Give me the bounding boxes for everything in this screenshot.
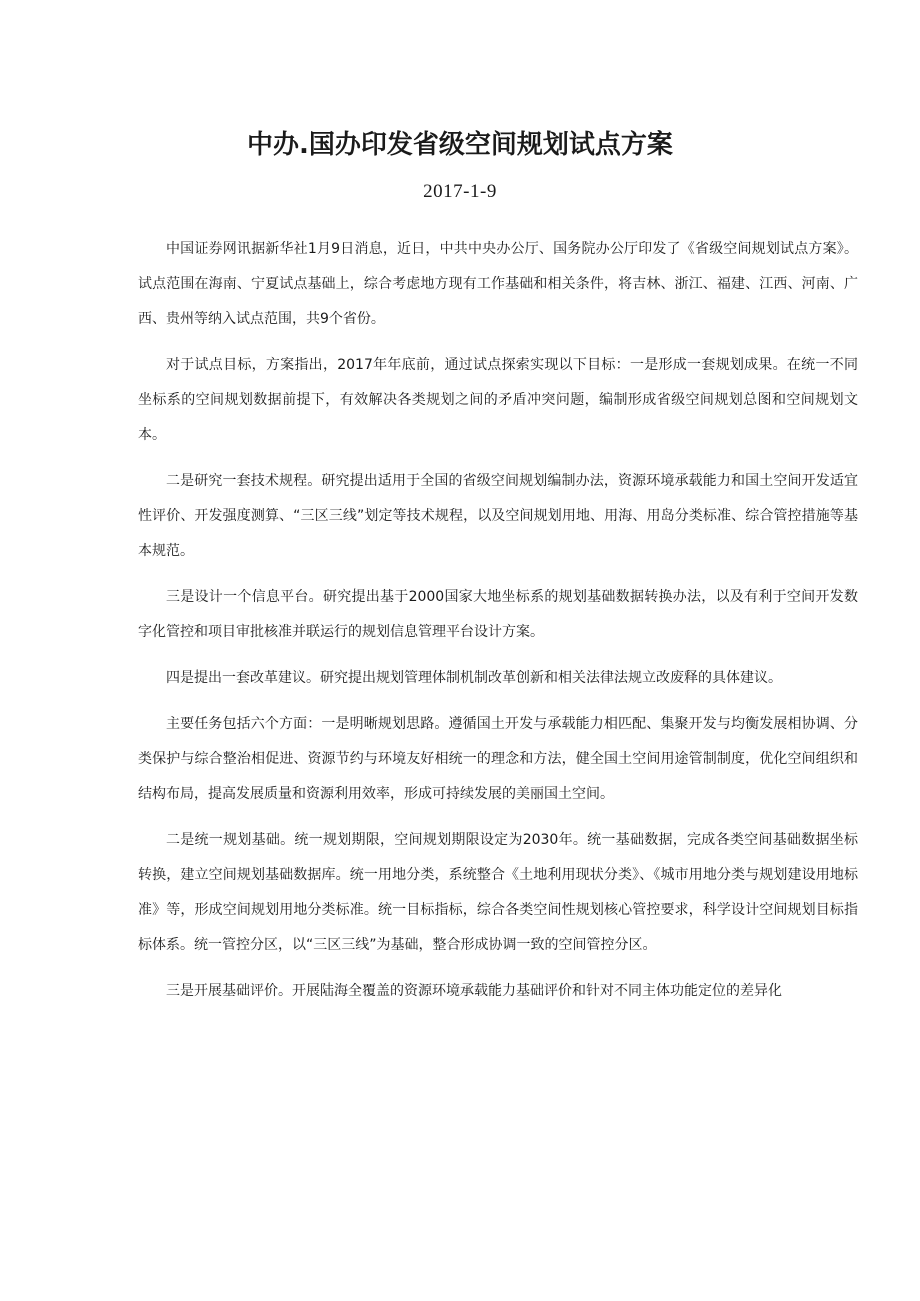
document-date: 2017-1-9 [423, 181, 497, 202]
paragraph: 二是统一规划基础。统一规划期限，空间规划期限设定为2030年。统一基础数据，完成各类空间基础数据坐标转换，建立空间规划基础数据库。统一用地分类，系统整合《土地利用现状分类》、《城市用地分类与规划建设用地标准》等，形成空间规划用地分类标准。统一目标指标，综合各类空间性规划核心管控要求，科学设计空间规划目标指标体系。统一管控分区，以“三区三线”为基础，整合形成协调一致的空间管控分区。 [138, 832, 858, 953]
document-title: 中办.国办印发省级空间规划试点方案 [247, 130, 673, 160]
paragraph: 对于试点目标，方案指出，2017年年底前，通过试点探索实现以下目标：一是形成一套规划成果。在统一不同坐标系的空间规划数据前提下，有效解决各类规划之间的矛盾冲突问题，编制形成省级空间规划总图和空间规划文本。 [138, 357, 858, 443]
paragraph: 四是提出一套改革建议。研究提出规划管理体制机制改革创新和相关法律法规立改废释的具体建议。 [166, 670, 782, 686]
paragraph: 三是设计一个信息平台。研究提出基于2000国家大地坐标系的规划基础数据转换办法，以及有利于空间开发数字化管控和项目审批核准并联运行的规划信息管理平台设计方案。 [138, 589, 858, 640]
paragraph: 二是研究一套技术规程。研究提出适用于全国的省级空间规划编制办法，资源环境承载能力和国土空间开发适宜性评价、开发强度测算、“三区三线”划定等技术规程，以及空间规划用地、用海、用岛分类标准、综合管控措施等基本规范。 [138, 473, 858, 559]
paragraph: 三是开展基础评价。开展陆海全覆盖的资源环境承载能力基础评价和针对不同主体功能定位的差异化 [166, 983, 782, 999]
document-body [138, 232, 858, 1020]
paragraph: 中国证券网讯据新华社1月9日消息，近日，中共中央办公厅、国务院办公厅印发了《省级空间规划试点方案》。试点范围在海南、宁夏试点基础上，综合考虑地方现有工作基础和相关条件，将吉林、浙江、福建、江西、河南、广西、贵州等纳入试点范围，共9个省份。 [138, 241, 858, 327]
paragraph: 主要任务包括六个方面：一是明晰规划思路。遵循国土开发与承载能力相匹配、集聚开发与均衡发展相协调、分类保护与综合整治相促进、资源节约与环境友好相统一的理念和方法，健全国土空间用途管制制度，优化空间组织和结构布局，提高发展质量和资源利用效率，形成可持续发展的美丽国土空间。 [138, 716, 858, 802]
